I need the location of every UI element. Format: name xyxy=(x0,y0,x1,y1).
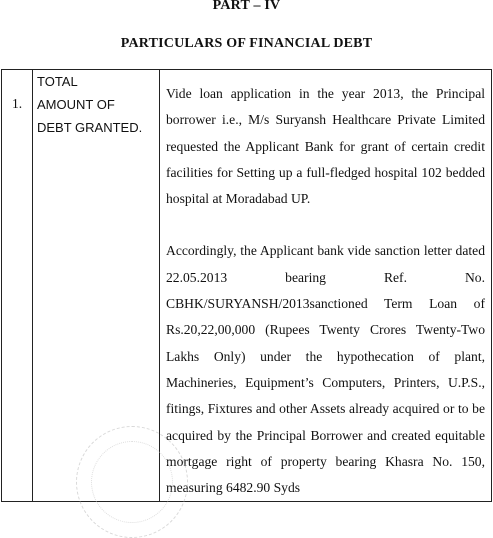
financial-debt-table xyxy=(1,69,492,502)
section-title: PARTICULARS OF FINANCIAL DEBT xyxy=(120,36,373,51)
item-line: TOTAL xyxy=(37,74,78,89)
serial-number: 1. xyxy=(12,96,23,111)
table-row xyxy=(2,70,492,502)
faded-seal-stamp xyxy=(76,426,188,538)
description-paragraph: Accordingly, the Applicant bank vide sanction letter dated 22.05.2013 bearing Ref. No. CBHK/SURYANSH/2013sanctioned Term Loan of Rs.20,22,00,000 (Rupees Twenty Crores Twenty-Two Lakhs Only) under the hypothecation of plant, Machineries, Equipment’s Computers, Printers, U.P.S., fitings, Fixtures and other Assets already acquired or to be acquired by the Principal Borrower and created equitable mortgage right of property bearing Khasra No. 150, measuring 6482.90 Syds xyxy=(166,243,485,496)
item-line: DEBT GRANTED. xyxy=(37,120,143,135)
item-line: AMOUNT OF xyxy=(37,97,115,112)
description-paragraph: Vide loan application in the year 2013, the Principal borrower i.e., M/s Suryansh Healthcare Private Limited requested the Applicant Bank for grant of certain credit facilities for Setting up a full-fledged hospital 102 bedded hospital at Moradabad UP. xyxy=(166,86,485,207)
serial-number-cell xyxy=(2,70,33,502)
part-heading: PART – IV xyxy=(212,0,281,13)
description-cell xyxy=(160,70,492,502)
